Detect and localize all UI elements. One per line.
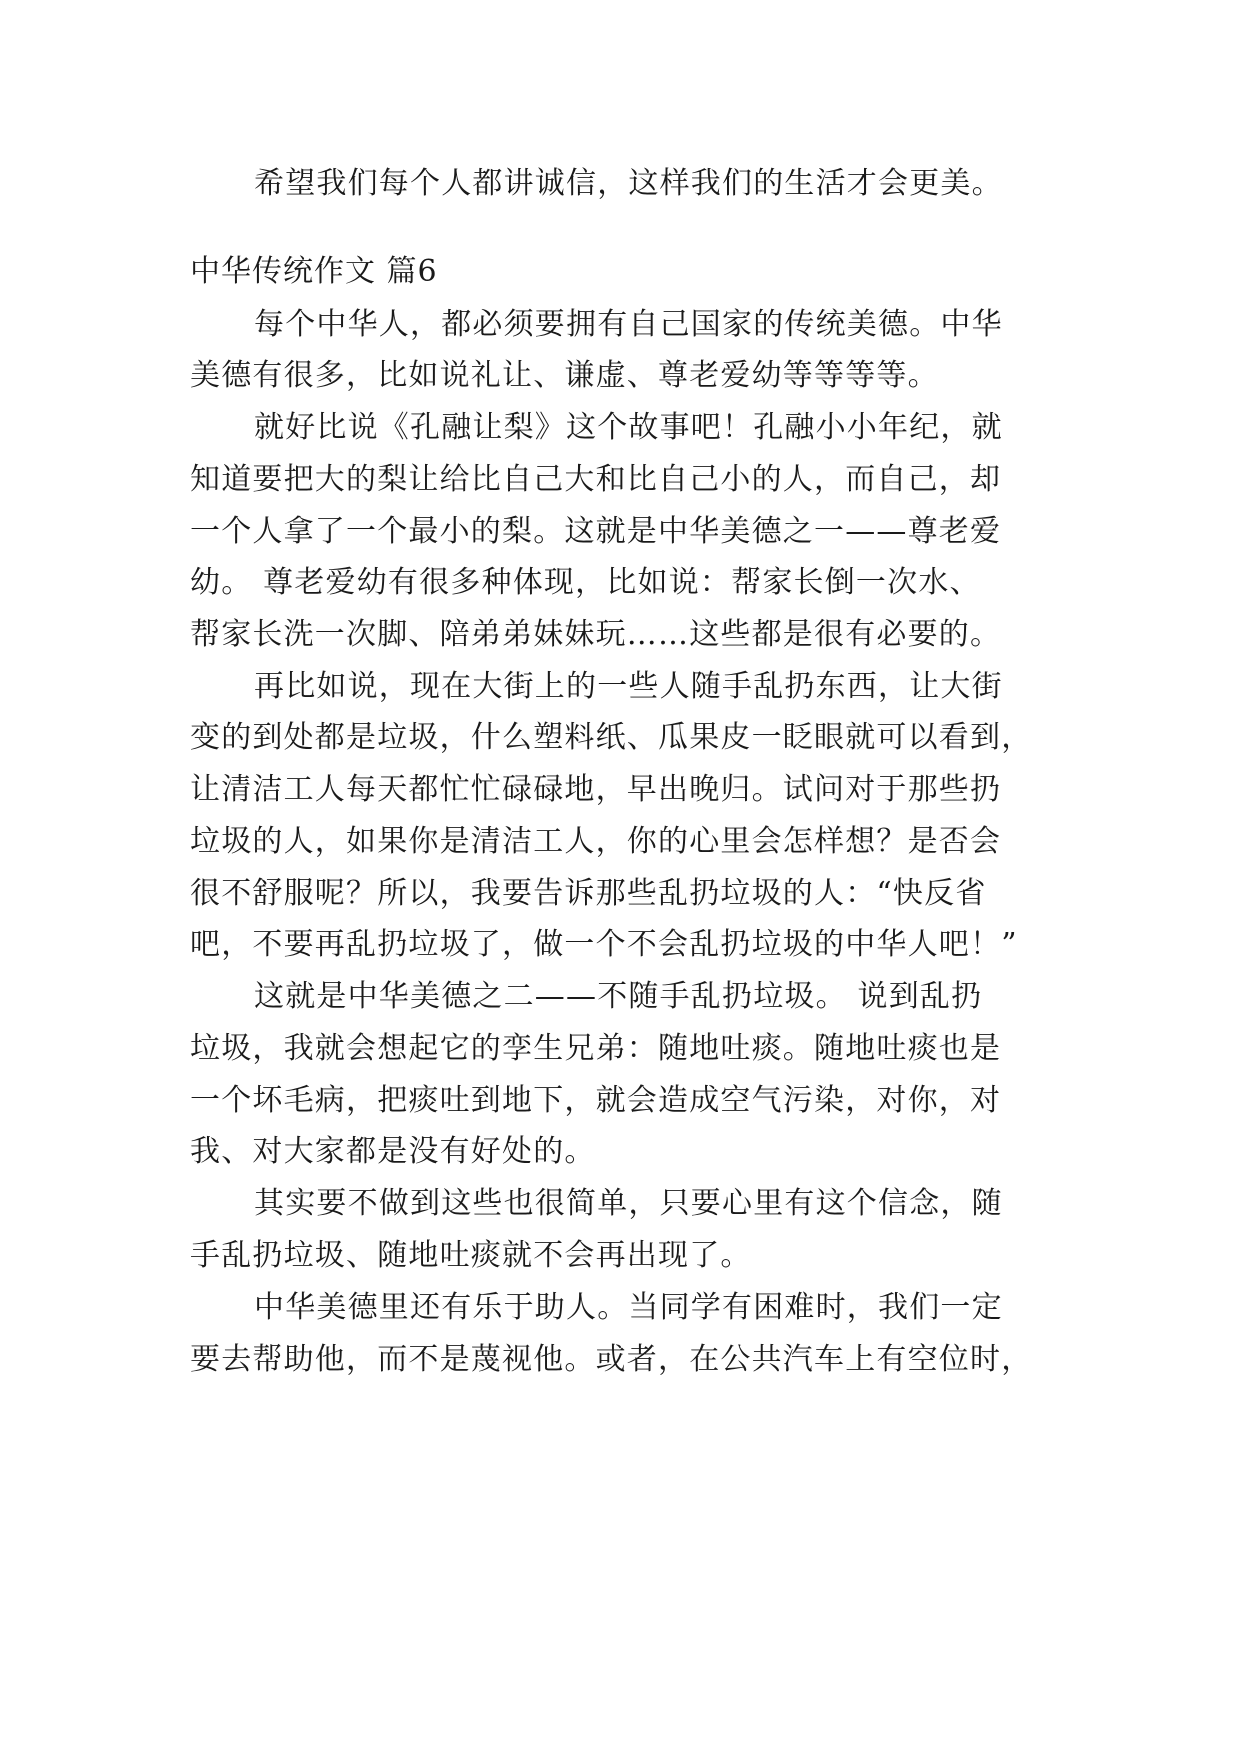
text-line: 美德有很多，比如说礼让、谦虚、尊老爱幼等等等等。 bbox=[190, 358, 939, 393]
text-line: 一个人拿了一个最小的梨。这就是中华美德之一——尊老爱 bbox=[190, 514, 1002, 549]
text-line: 一个坏毛病，把痰吐到地下，就会造成空气污染，对你，对 bbox=[190, 1083, 1002, 1118]
text-line: 变的到处都是垃圾，什么塑料纸、瓜果皮一眨眼就可以看到， bbox=[190, 720, 1033, 755]
text-line: 幼。 尊老爱幼有很多种体现，比如说：帮家长倒一次水、 bbox=[190, 565, 981, 600]
text-line: 中华美德里还有乐于助人。当同学有困难时，我们一定 bbox=[254, 1290, 1003, 1325]
text-line: 很不舒服呢？所以，我要告诉那些乱扔垃圾的人：“快反省 bbox=[190, 876, 987, 911]
text-line: 让清洁工人每天都忙忙碌碌地，早出晚归。试问对于那些扔 bbox=[190, 772, 1002, 807]
section-heading: 中华传统作文 篇6 bbox=[190, 254, 438, 289]
text-line: 这就是中华美德之二——不随手乱扔垃圾。 说到乱扔 bbox=[254, 979, 983, 1014]
text-line: 手乱扔垃圾、随地吐痰就不会再出现了。 bbox=[190, 1238, 752, 1273]
text-line: 就好比说《孔融让梨》这个故事吧！孔融小小年纪，就 bbox=[254, 410, 1003, 445]
text-line: 再比如说，现在大街上的一些人随手乱扔东西，让大街 bbox=[254, 669, 1003, 704]
text-line: 要去帮助他，而不是蔑视他。或者，在公共汽车上有空位时， bbox=[190, 1342, 1033, 1377]
text-line: 每个中华人，都必须要拥有自己国家的传统美德。中华 bbox=[254, 307, 1003, 342]
text-line: 希望我们每个人都讲诚信，这样我们的生活才会更美。 bbox=[254, 166, 1003, 201]
text-line: 其实要不做到这些也很简单，只要心里有这个信念，随 bbox=[254, 1186, 1003, 1221]
text-line: 知道要把大的梨让给比自己大和比自己小的人，而自己，却 bbox=[190, 462, 1002, 497]
text-line: 垃圾的人，如果你是清洁工人，你的心里会怎样想？是否会 bbox=[190, 824, 1002, 859]
text-line: 垃圾，我就会想起它的孪生兄弟：随地吐痰。随地吐痰也是 bbox=[190, 1031, 1002, 1066]
text-line: 吧，不要再乱扔垃圾了，做一个不会乱扔垃圾的中华人吧！” bbox=[190, 927, 1018, 962]
text-line: 我、对大家都是没有好处的。 bbox=[190, 1134, 596, 1169]
text-line: 帮家长洗一次脚、陪弟弟妹妹玩……这些都是很有必要的。 bbox=[190, 617, 1002, 652]
